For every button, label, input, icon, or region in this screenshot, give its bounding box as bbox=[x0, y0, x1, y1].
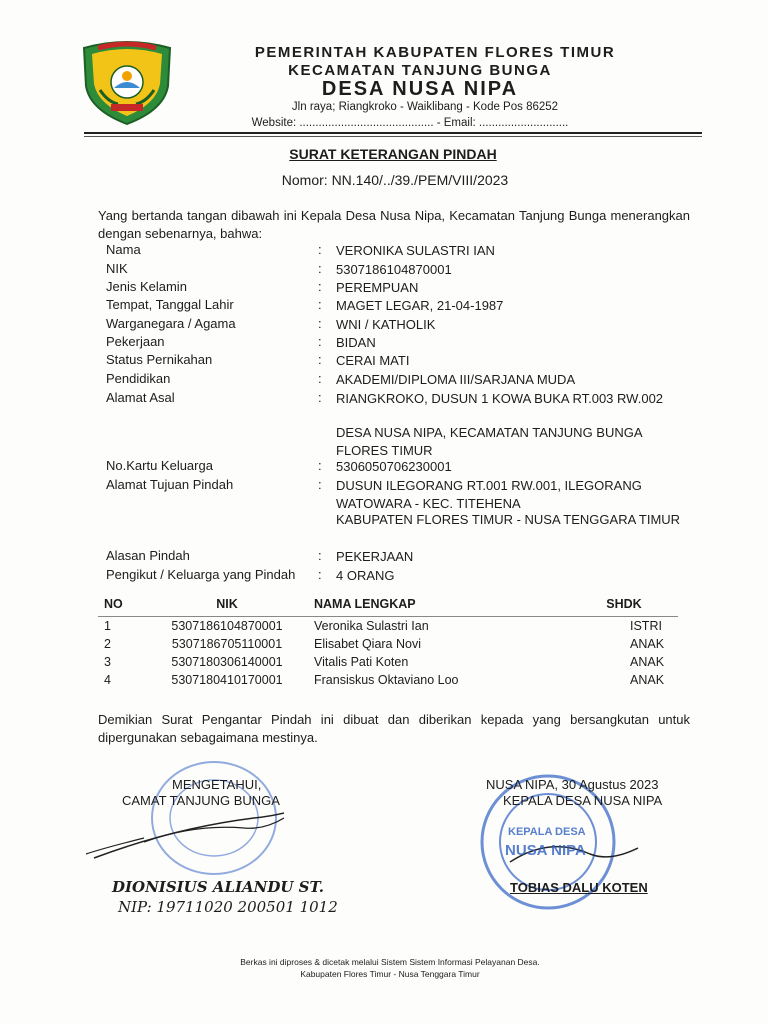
cell-nik: 5307180410170001 bbox=[171, 673, 283, 687]
cell-name: Fransiskus Oktaviano Loo bbox=[314, 673, 459, 687]
field-label: Tempat, Tanggal Lahir bbox=[106, 297, 234, 312]
field-value: DUSUN ILEGORANG RT.001 RW.001, ILEGORANG WATOWARA - KEC. TITEHENA bbox=[336, 478, 642, 511]
cell-no: 3 bbox=[104, 655, 111, 669]
intro-paragraph: Yang bertanda tangan dibawah ini Kepala Desa Nusa Nipa, Kecamatan Tanjung Bunga menerangkan dengan sebenarnya, bahwa: bbox=[98, 208, 690, 241]
field-value: RIANGKROKO, DUSUN 1 KOWA BUKA RT.003 RW.002 bbox=[336, 391, 664, 406]
field-label: Pendidikan bbox=[106, 371, 171, 386]
header-rule bbox=[84, 132, 702, 134]
field-label: NIK bbox=[106, 261, 128, 276]
left-sign-heading: MENGETAHUI, bbox=[172, 777, 262, 792]
table-row bbox=[98, 635, 678, 653]
village-stamp-label: KEPALA DESA bbox=[508, 826, 586, 838]
table-row bbox=[98, 617, 678, 636]
header-website: Website: .......................................... - Email: ............................ bbox=[251, 117, 569, 129]
header-address: Jln raya; Riangkroko - Waiklibang - Kode Pos 86252 bbox=[291, 101, 559, 113]
table-row bbox=[98, 653, 678, 671]
header-line2: KECAMATAN TANJUNG BUNGA bbox=[288, 62, 552, 79]
right-sign-name: TOBIAS DALU KOTEN bbox=[510, 880, 648, 895]
field-label: Alamat Asal bbox=[106, 390, 175, 405]
field-label: Alamat Tujuan Pindah bbox=[106, 477, 234, 492]
cell-no: 2 bbox=[104, 637, 111, 651]
field-value: 5306050706230001 bbox=[336, 459, 452, 474]
field-value-continued: DESA NUSA NIPA, KECAMATAN TANJUNG BUNGA FLORES TIMUR bbox=[336, 425, 642, 458]
field-value: 5307186104870001 bbox=[336, 262, 452, 277]
cell-shdk: ISTRI bbox=[630, 619, 662, 633]
field-value: AKADEMI/DIPLOMA III/SARJANA MUDA bbox=[336, 372, 576, 387]
field-label: Status Pernikahan bbox=[106, 352, 213, 367]
right-sign-place-date: NUSA NIPA, 30 Agustus 2023 bbox=[486, 777, 659, 792]
field-label: Alasan Pindah bbox=[106, 548, 190, 563]
column-header-shdk: SHDK bbox=[570, 592, 678, 617]
left-sign-title: CAMAT TANJUNG BUNGA bbox=[122, 793, 280, 808]
left-sign-name: DIONISIUS ALIANDU ST. bbox=[112, 878, 324, 896]
cell-name: Vitalis Pati Koten bbox=[314, 655, 409, 669]
document-title: SURAT KETERANGAN PINDAH bbox=[289, 146, 497, 162]
field-label: Pekerjaan bbox=[106, 334, 165, 349]
header-rule-thin bbox=[84, 136, 702, 137]
document-number: Nomor: NN.140/../39./PEM/VIII/2023 bbox=[281, 172, 509, 188]
field-value: VERONIKA SULASTRI IAN bbox=[336, 243, 495, 258]
field-label: Nama bbox=[106, 242, 141, 257]
cell-shdk: ANAK bbox=[630, 637, 665, 651]
header-village: DESA NUSA NIPA bbox=[321, 78, 519, 100]
footer-line1: Berkas ini diproses & dicetak melalui Sistem Sistem Informasi Pelayanan Desa. bbox=[240, 957, 540, 967]
footer bbox=[200, 956, 580, 980]
village-stamp-name: NUSA NIPA bbox=[505, 842, 586, 859]
footer-line2: Kabupaten Flores Timur - Nusa Tenggara Timur bbox=[300, 969, 480, 979]
family-table bbox=[98, 592, 678, 689]
field-label: No.Kartu Keluarga bbox=[106, 458, 213, 473]
cell-nik: 5307180306140001 bbox=[171, 655, 283, 669]
left-sign-nip: NIP: 19711020 200501 1012 bbox=[118, 898, 338, 916]
field-value-continued: KABUPATEN FLORES TIMUR - NUSA TENGGARA TIMUR bbox=[336, 512, 681, 527]
field-value: 4 ORANG bbox=[336, 568, 395, 583]
cell-no: 1 bbox=[104, 619, 111, 633]
cell-nik: 5307186705110001 bbox=[171, 637, 283, 651]
field-value: WNI / KATHOLIK bbox=[336, 317, 436, 332]
cell-name: Elisabet Qiara Novi bbox=[314, 637, 421, 651]
table-row bbox=[98, 671, 678, 689]
field-value: MAGET LEGAR, 21-04-1987 bbox=[336, 298, 504, 313]
field-value: BIDAN bbox=[336, 335, 376, 350]
cell-shdk: ANAK bbox=[630, 673, 665, 687]
header-line1: PEMERINTAH KABUPATEN FLORES TIMUR bbox=[254, 44, 616, 61]
field-value: CERAI MATI bbox=[336, 353, 410, 368]
cell-nik: 5307186104870001 bbox=[171, 619, 283, 633]
field-value: PEKERJAAN bbox=[336, 549, 414, 564]
column-header-nik: NIK bbox=[146, 592, 308, 617]
field-label: Jenis Kelamin bbox=[106, 279, 187, 294]
cell-shdk: ANAK bbox=[630, 655, 665, 669]
field-value: PEREMPUAN bbox=[336, 280, 419, 295]
column-header-name: NAMA LENGKAP bbox=[308, 592, 570, 617]
closing-paragraph: Demikian Surat Pengantar Pindah ini dibuat dan diberikan kepada yang bersangkutan untuk dipergunakan sebagaimana mestinya. bbox=[98, 712, 690, 745]
column-header-no: NO bbox=[98, 592, 146, 617]
cell-no: 4 bbox=[104, 673, 111, 687]
field-label: Warganegara / Agama bbox=[106, 316, 236, 331]
field-label: Pengikut / Keluarga yang Pindah bbox=[106, 567, 296, 582]
table-header-row bbox=[98, 592, 678, 617]
cell-name: Veronika Sulastri Ian bbox=[314, 619, 429, 633]
right-sign-title: KEPALA DESA NUSA NIPA bbox=[503, 793, 663, 808]
